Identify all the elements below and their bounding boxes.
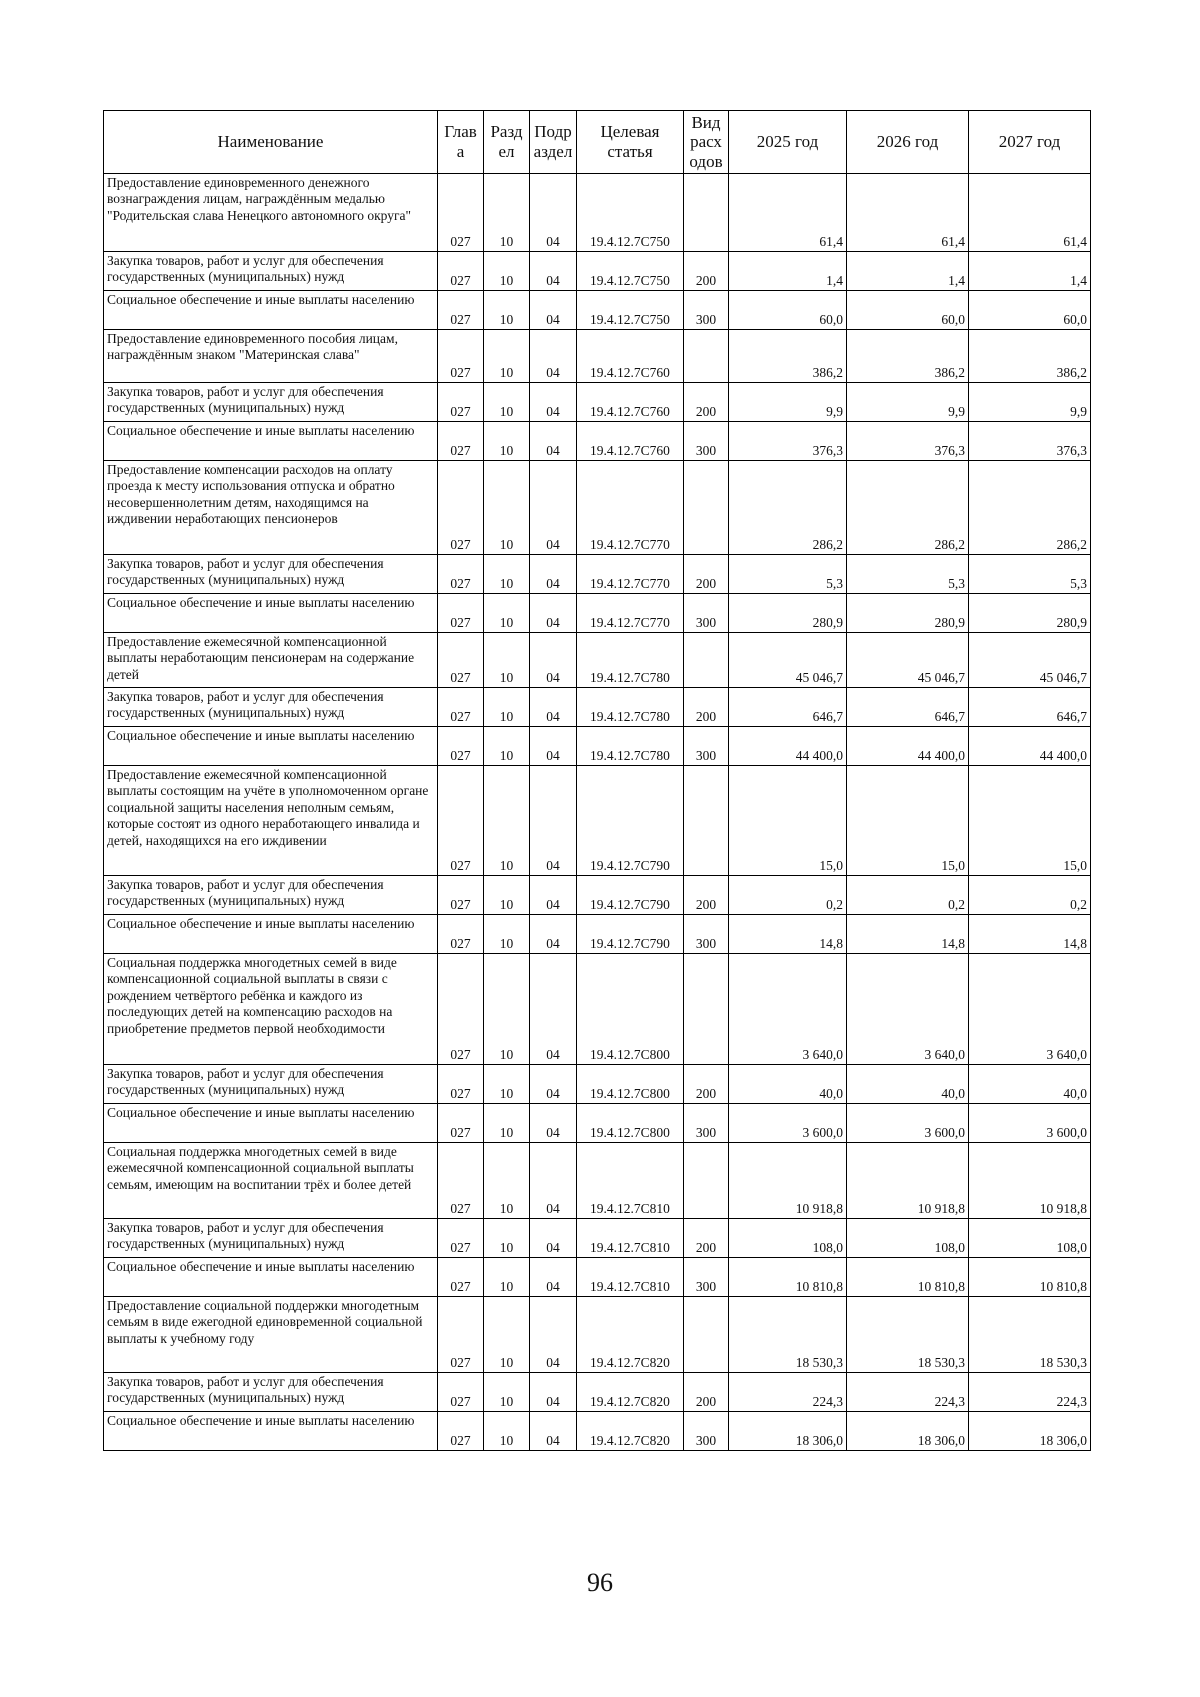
cell-year-2026: 376,3 xyxy=(847,422,969,461)
cell-name: Предоставление единовременного денежного вознаграждения лицам, награждённым медалью "Родительская слава Ненецкого автономного округа" xyxy=(104,174,438,252)
cell-year-2025: 40,0 xyxy=(729,1065,847,1104)
cell-target-article: 19.4.12.7С790 xyxy=(577,766,684,876)
cell-year-2025: 0,2 xyxy=(729,876,847,915)
cell-glava: 027 xyxy=(438,1143,484,1219)
cell-name: Социальная поддержка многодетных семей в виде компенсационной социальной выплаты в связи с рождением четвёртого ребёнка и каждого из последующих детей на компенсацию расходов на приобретение предметов первой необходимости xyxy=(104,954,438,1065)
cell-year-2026: 386,2 xyxy=(847,330,969,383)
table-row xyxy=(104,915,1091,954)
cell-target-article: 19.4.12.7С810 xyxy=(577,1258,684,1297)
cell-target-article: 19.4.12.7С810 xyxy=(577,1143,684,1219)
cell-year-2027: 386,2 xyxy=(969,330,1091,383)
cell-razdel: 10 xyxy=(484,688,530,727)
cell-year-2026: 44 400,0 xyxy=(847,727,969,766)
cell-expense-type xyxy=(684,461,729,555)
cell-razdel: 10 xyxy=(484,1104,530,1143)
cell-expense-type: 200 xyxy=(684,688,729,727)
cell-expense-type xyxy=(684,1143,729,1219)
cell-year-2027: 15,0 xyxy=(969,766,1091,876)
table-row xyxy=(104,633,1091,688)
cell-podrazdel: 04 xyxy=(530,555,577,594)
cell-razdel: 10 xyxy=(484,594,530,633)
header-expense-type: Вид расх одов xyxy=(684,111,729,174)
cell-razdel: 10 xyxy=(484,252,530,291)
cell-podrazdel: 04 xyxy=(530,727,577,766)
table-row xyxy=(104,1065,1091,1104)
cell-name: Закупка товаров, работ и услуг для обеспечения государственных (муниципальных) нужд xyxy=(104,1219,438,1258)
cell-target-article: 19.4.12.7С760 xyxy=(577,330,684,383)
table-row xyxy=(104,461,1091,555)
page-number: 96 xyxy=(587,1568,613,1597)
cell-razdel: 10 xyxy=(484,291,530,330)
cell-podrazdel: 04 xyxy=(530,383,577,422)
cell-target-article: 19.4.12.7С820 xyxy=(577,1297,684,1373)
cell-year-2027: 44 400,0 xyxy=(969,727,1091,766)
cell-podrazdel: 04 xyxy=(530,915,577,954)
header-year-2027: 2027 год xyxy=(969,111,1091,174)
table-row xyxy=(104,594,1091,633)
cell-year-2026: 280,9 xyxy=(847,594,969,633)
cell-year-2027: 224,3 xyxy=(969,1373,1091,1412)
cell-year-2025: 10 918,8 xyxy=(729,1143,847,1219)
cell-podrazdel: 04 xyxy=(530,876,577,915)
cell-year-2027: 61,4 xyxy=(969,174,1091,252)
cell-target-article: 19.4.12.7С780 xyxy=(577,688,684,727)
cell-year-2025: 15,0 xyxy=(729,766,847,876)
cell-podrazdel: 04 xyxy=(530,688,577,727)
table-row xyxy=(104,1143,1091,1219)
cell-year-2027: 0,2 xyxy=(969,876,1091,915)
cell-razdel: 10 xyxy=(484,174,530,252)
cell-podrazdel: 04 xyxy=(530,1412,577,1451)
cell-expense-type: 300 xyxy=(684,1258,729,1297)
cell-razdel: 10 xyxy=(484,1297,530,1373)
cell-year-2025: 18 306,0 xyxy=(729,1412,847,1451)
header-podrazdel: Подр аздел xyxy=(530,111,577,174)
header-target-article: Целевая статья xyxy=(577,111,684,174)
cell-year-2025: 5,3 xyxy=(729,555,847,594)
cell-target-article: 19.4.12.7С810 xyxy=(577,1219,684,1258)
cell-glava: 027 xyxy=(438,1412,484,1451)
cell-name: Предоставление ежемесячной компенсационной выплаты состоящим на учёте в уполномоченном органе социальной защиты населения неполным семьям, которые состоят из одного неработающего инвалида и детей, находящихся на его иждивении xyxy=(104,766,438,876)
cell-target-article: 19.4.12.7С820 xyxy=(577,1412,684,1451)
cell-razdel: 10 xyxy=(484,1143,530,1219)
cell-podrazdel: 04 xyxy=(530,1297,577,1373)
cell-name: Социальное обеспечение и иные выплаты населению xyxy=(104,1412,438,1451)
cell-podrazdel: 04 xyxy=(530,633,577,688)
cell-year-2026: 61,4 xyxy=(847,174,969,252)
cell-year-2027: 3 640,0 xyxy=(969,954,1091,1065)
cell-year-2025: 646,7 xyxy=(729,688,847,727)
table-row xyxy=(104,1104,1091,1143)
cell-year-2025: 286,2 xyxy=(729,461,847,555)
header-glava: Глав а xyxy=(438,111,484,174)
cell-glava: 027 xyxy=(438,291,484,330)
table-row xyxy=(104,688,1091,727)
cell-name: Социальное обеспечение и иные выплаты населению xyxy=(104,594,438,633)
cell-expense-type xyxy=(684,954,729,1065)
header-year-2025: 2025 год xyxy=(729,111,847,174)
cell-target-article: 19.4.12.7С780 xyxy=(577,633,684,688)
cell-year-2027: 376,3 xyxy=(969,422,1091,461)
cell-podrazdel: 04 xyxy=(530,1219,577,1258)
cell-name: Социальное обеспечение и иные выплаты населению xyxy=(104,915,438,954)
cell-year-2026: 3 640,0 xyxy=(847,954,969,1065)
header-razdel: Разд ел xyxy=(484,111,530,174)
cell-name: Предоставление компенсации расходов на оплату проезда к месту использования отпуска и обратно несовершеннолетним детям, находящимся на иждивении неработающих пенсионеров xyxy=(104,461,438,555)
cell-year-2025: 3 640,0 xyxy=(729,954,847,1065)
cell-glava: 027 xyxy=(438,330,484,383)
cell-target-article: 19.4.12.7С820 xyxy=(577,1373,684,1412)
cell-year-2027: 18 530,3 xyxy=(969,1297,1091,1373)
cell-year-2025: 61,4 xyxy=(729,174,847,252)
cell-expense-type xyxy=(684,766,729,876)
cell-year-2026: 10 810,8 xyxy=(847,1258,969,1297)
cell-name: Закупка товаров, работ и услуг для обеспечения государственных (муниципальных) нужд xyxy=(104,383,438,422)
cell-name: Закупка товаров, работ и услуг для обеспечения государственных (муниципальных) нужд xyxy=(104,1373,438,1412)
cell-podrazdel: 04 xyxy=(530,954,577,1065)
cell-year-2025: 14,8 xyxy=(729,915,847,954)
cell-year-2026: 18 530,3 xyxy=(847,1297,969,1373)
cell-target-article: 19.4.12.7С760 xyxy=(577,422,684,461)
cell-year-2027: 60,0 xyxy=(969,291,1091,330)
cell-year-2027: 40,0 xyxy=(969,1065,1091,1104)
table-row xyxy=(104,1412,1091,1451)
cell-target-article: 19.4.12.7С750 xyxy=(577,291,684,330)
cell-expense-type: 200 xyxy=(684,1065,729,1104)
cell-year-2027: 10 810,8 xyxy=(969,1258,1091,1297)
budget-table xyxy=(103,110,1091,1451)
cell-year-2027: 286,2 xyxy=(969,461,1091,555)
cell-razdel: 10 xyxy=(484,915,530,954)
cell-podrazdel: 04 xyxy=(530,1258,577,1297)
cell-expense-type xyxy=(684,1297,729,1373)
cell-year-2025: 280,9 xyxy=(729,594,847,633)
cell-glava: 027 xyxy=(438,727,484,766)
cell-podrazdel: 04 xyxy=(530,1143,577,1219)
table-row xyxy=(104,1258,1091,1297)
cell-year-2027: 5,3 xyxy=(969,555,1091,594)
cell-expense-type: 300 xyxy=(684,594,729,633)
cell-year-2026: 3 600,0 xyxy=(847,1104,969,1143)
cell-podrazdel: 04 xyxy=(530,422,577,461)
cell-year-2026: 18 306,0 xyxy=(847,1412,969,1451)
cell-podrazdel: 04 xyxy=(530,1373,577,1412)
table-row xyxy=(104,727,1091,766)
cell-razdel: 10 xyxy=(484,461,530,555)
cell-razdel: 10 xyxy=(484,383,530,422)
cell-year-2025: 60,0 xyxy=(729,291,847,330)
cell-year-2027: 280,9 xyxy=(969,594,1091,633)
cell-target-article: 19.4.12.7С760 xyxy=(577,383,684,422)
cell-year-2025: 18 530,3 xyxy=(729,1297,847,1373)
cell-year-2027: 18 306,0 xyxy=(969,1412,1091,1451)
cell-expense-type: 300 xyxy=(684,422,729,461)
cell-razdel: 10 xyxy=(484,555,530,594)
cell-expense-type: 200 xyxy=(684,383,729,422)
cell-razdel: 10 xyxy=(484,727,530,766)
header-year-2026: 2026 год xyxy=(847,111,969,174)
cell-expense-type: 300 xyxy=(684,291,729,330)
cell-razdel: 10 xyxy=(484,1412,530,1451)
cell-year-2026: 45 046,7 xyxy=(847,633,969,688)
cell-year-2026: 40,0 xyxy=(847,1065,969,1104)
cell-expense-type: 300 xyxy=(684,1412,729,1451)
cell-razdel: 10 xyxy=(484,876,530,915)
table-row xyxy=(104,383,1091,422)
cell-glava: 027 xyxy=(438,1297,484,1373)
cell-year-2025: 386,2 xyxy=(729,330,847,383)
cell-podrazdel: 04 xyxy=(530,1104,577,1143)
cell-target-article: 19.4.12.7С790 xyxy=(577,915,684,954)
cell-year-2026: 14,8 xyxy=(847,915,969,954)
cell-glava: 027 xyxy=(438,1219,484,1258)
cell-year-2025: 44 400,0 xyxy=(729,727,847,766)
cell-expense-type: 300 xyxy=(684,915,729,954)
cell-name: Закупка товаров, работ и услуг для обеспечения государственных (муниципальных) нужд xyxy=(104,876,438,915)
cell-expense-type: 200 xyxy=(684,555,729,594)
cell-glava: 027 xyxy=(438,594,484,633)
table-row xyxy=(104,422,1091,461)
cell-razdel: 10 xyxy=(484,330,530,383)
cell-target-article: 19.4.12.7С800 xyxy=(577,954,684,1065)
cell-podrazdel: 04 xyxy=(530,291,577,330)
cell-glava: 027 xyxy=(438,876,484,915)
cell-podrazdel: 04 xyxy=(530,594,577,633)
cell-year-2026: 0,2 xyxy=(847,876,969,915)
table-row xyxy=(104,1219,1091,1258)
cell-year-2026: 108,0 xyxy=(847,1219,969,1258)
cell-glava: 027 xyxy=(438,422,484,461)
cell-expense-type xyxy=(684,174,729,252)
cell-glava: 027 xyxy=(438,1104,484,1143)
cell-year-2027: 646,7 xyxy=(969,688,1091,727)
cell-year-2025: 10 810,8 xyxy=(729,1258,847,1297)
cell-glava: 027 xyxy=(438,688,484,727)
cell-target-article: 19.4.12.7С750 xyxy=(577,252,684,291)
cell-year-2027: 14,8 xyxy=(969,915,1091,954)
cell-name: Закупка товаров, работ и услуг для обеспечения государственных (муниципальных) нужд xyxy=(104,252,438,291)
cell-target-article: 19.4.12.7С800 xyxy=(577,1104,684,1143)
cell-razdel: 10 xyxy=(484,954,530,1065)
cell-expense-type: 200 xyxy=(684,1219,729,1258)
cell-razdel: 10 xyxy=(484,1258,530,1297)
cell-expense-type: 300 xyxy=(684,727,729,766)
cell-target-article: 19.4.12.7С770 xyxy=(577,555,684,594)
header-name: Наименование xyxy=(104,111,438,174)
header-row xyxy=(104,111,1091,174)
cell-year-2027: 9,9 xyxy=(969,383,1091,422)
cell-name: Социальное обеспечение и иные выплаты населению xyxy=(104,727,438,766)
cell-year-2025: 376,3 xyxy=(729,422,847,461)
cell-glava: 027 xyxy=(438,461,484,555)
cell-target-article: 19.4.12.7С750 xyxy=(577,174,684,252)
cell-podrazdel: 04 xyxy=(530,252,577,291)
cell-target-article: 19.4.12.7С770 xyxy=(577,594,684,633)
cell-name: Социальное обеспечение и иные выплаты населению xyxy=(104,1104,438,1143)
cell-glava: 027 xyxy=(438,174,484,252)
cell-expense-type: 300 xyxy=(684,1104,729,1143)
cell-razdel: 10 xyxy=(484,1219,530,1258)
cell-name: Предоставление социальной поддержки многодетным семьям в виде ежегодной единовременной социальной выплаты к учебному году xyxy=(104,1297,438,1373)
cell-year-2027: 10 918,8 xyxy=(969,1143,1091,1219)
cell-year-2025: 9,9 xyxy=(729,383,847,422)
cell-name: Социальная поддержка многодетных семей в виде ежемесячной компенсационной социальной выплаты семьям, имеющим на воспитании трёх и более детей xyxy=(104,1143,438,1219)
cell-expense-type: 200 xyxy=(684,876,729,915)
table-row xyxy=(104,1373,1091,1412)
cell-year-2026: 646,7 xyxy=(847,688,969,727)
cell-razdel: 10 xyxy=(484,1373,530,1412)
cell-podrazdel: 04 xyxy=(530,1065,577,1104)
cell-year-2027: 108,0 xyxy=(969,1219,1091,1258)
cell-glava: 027 xyxy=(438,1373,484,1412)
cell-year-2025: 1,4 xyxy=(729,252,847,291)
cell-glava: 027 xyxy=(438,954,484,1065)
table-row xyxy=(104,174,1091,252)
cell-target-article: 19.4.12.7С800 xyxy=(577,1065,684,1104)
cell-podrazdel: 04 xyxy=(530,174,577,252)
table-row xyxy=(104,1297,1091,1373)
cell-year-2026: 224,3 xyxy=(847,1373,969,1412)
cell-name: Предоставление ежемесячной компенсационной выплаты неработающим пенсионерам на содержание детей xyxy=(104,633,438,688)
cell-name: Социальное обеспечение и иные выплаты населению xyxy=(104,422,438,461)
cell-year-2025: 45 046,7 xyxy=(729,633,847,688)
cell-glava: 027 xyxy=(438,915,484,954)
cell-expense-type xyxy=(684,633,729,688)
cell-name: Закупка товаров, работ и услуг для обеспечения государственных (муниципальных) нужд xyxy=(104,555,438,594)
cell-year-2026: 286,2 xyxy=(847,461,969,555)
cell-expense-type xyxy=(684,330,729,383)
cell-podrazdel: 04 xyxy=(530,330,577,383)
cell-year-2026: 10 918,8 xyxy=(847,1143,969,1219)
cell-year-2027: 1,4 xyxy=(969,252,1091,291)
cell-glava: 027 xyxy=(438,1065,484,1104)
cell-name: Закупка товаров, работ и услуг для обеспечения государственных (муниципальных) нужд xyxy=(104,688,438,727)
cell-glava: 027 xyxy=(438,555,484,594)
table-row xyxy=(104,330,1091,383)
cell-year-2025: 108,0 xyxy=(729,1219,847,1258)
table-row xyxy=(104,876,1091,915)
cell-year-2026: 60,0 xyxy=(847,291,969,330)
cell-target-article: 19.4.12.7С790 xyxy=(577,876,684,915)
table-row xyxy=(104,291,1091,330)
cell-expense-type: 200 xyxy=(684,252,729,291)
cell-name: Социальное обеспечение и иные выплаты населению xyxy=(104,291,438,330)
cell-year-2026: 1,4 xyxy=(847,252,969,291)
cell-target-article: 19.4.12.7С780 xyxy=(577,727,684,766)
cell-podrazdel: 04 xyxy=(530,766,577,876)
cell-year-2026: 9,9 xyxy=(847,383,969,422)
cell-name: Предоставление единовременного пособия лицам, награждённым знаком "Материнская слава" xyxy=(104,330,438,383)
cell-year-2026: 15,0 xyxy=(847,766,969,876)
cell-glava: 027 xyxy=(438,252,484,291)
cell-glava: 027 xyxy=(438,383,484,422)
cell-razdel: 10 xyxy=(484,422,530,461)
cell-name: Социальное обеспечение и иные выплаты населению xyxy=(104,1258,438,1297)
table-row xyxy=(104,766,1091,876)
cell-glava: 027 xyxy=(438,766,484,876)
cell-year-2025: 3 600,0 xyxy=(729,1104,847,1143)
cell-glava: 027 xyxy=(438,1258,484,1297)
cell-podrazdel: 04 xyxy=(530,461,577,555)
cell-expense-type: 200 xyxy=(684,1373,729,1412)
cell-year-2026: 5,3 xyxy=(847,555,969,594)
cell-razdel: 10 xyxy=(484,633,530,688)
cell-year-2027: 3 600,0 xyxy=(969,1104,1091,1143)
cell-name: Закупка товаров, работ и услуг для обеспечения государственных (муниципальных) нужд xyxy=(104,1065,438,1104)
cell-year-2025: 224,3 xyxy=(729,1373,847,1412)
cell-target-article: 19.4.12.7С770 xyxy=(577,461,684,555)
table-body xyxy=(104,174,1091,1451)
table-row xyxy=(104,954,1091,1065)
cell-year-2027: 45 046,7 xyxy=(969,633,1091,688)
table-row xyxy=(104,252,1091,291)
cell-razdel: 10 xyxy=(484,766,530,876)
cell-razdel: 10 xyxy=(484,1065,530,1104)
table-row xyxy=(104,555,1091,594)
cell-glava: 027 xyxy=(438,633,484,688)
